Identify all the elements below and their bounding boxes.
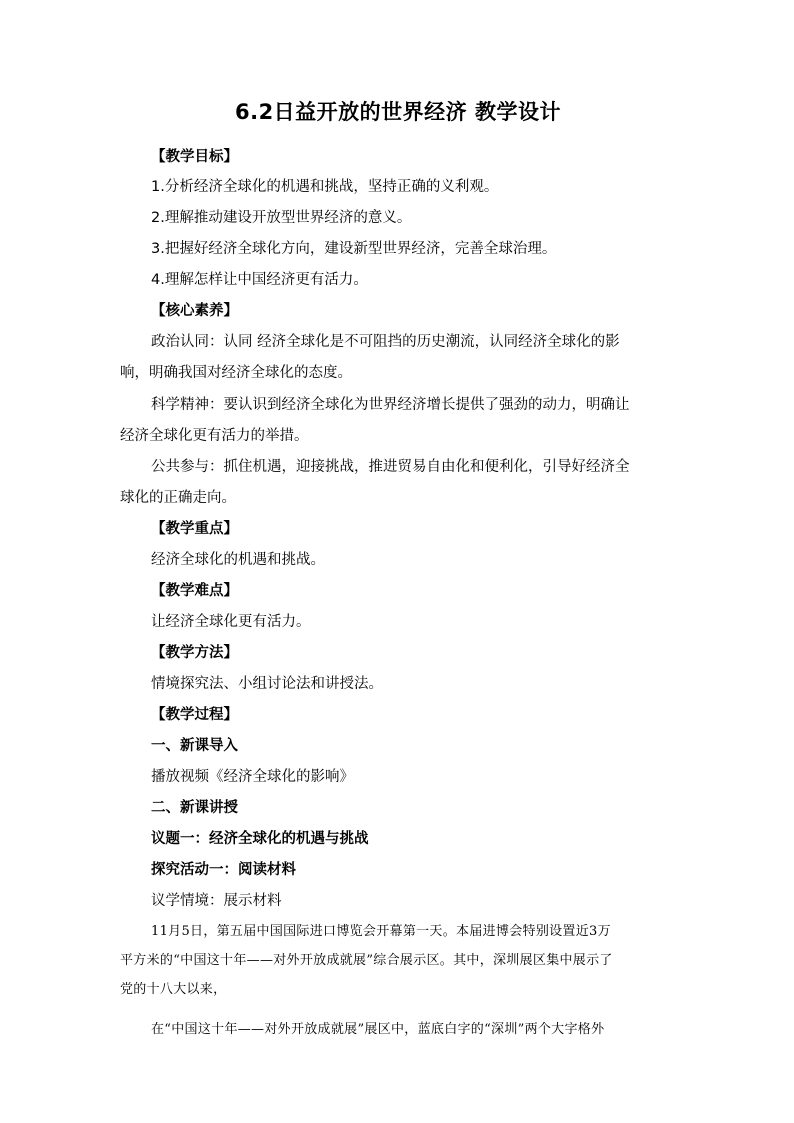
keypoint-heading: 【教学重点】	[151, 521, 238, 537]
material-paragraph-line: 11月5日，第五届中国国际进口博览会开幕第一天。本届进博会特别设置近3万	[151, 924, 611, 939]
objectives-heading: 【教学目标】	[151, 149, 238, 165]
objective-item: 3.把握好经济全球化方向，建设新型世界经济，完善全球治理。	[151, 241, 557, 257]
method-text: 情境探究法、小组讨论法和讲授法。	[151, 676, 383, 692]
intro-text: 播放视频《经济全球化的影响》	[151, 769, 354, 785]
literacy-paragraph-public-cont: 球化的正确走向。	[120, 490, 236, 506]
literacy-paragraph-public: 公共参与：抓住机遇，迎接挑战，推进贸易自由化和便利化，引导好经济全	[151, 459, 630, 475]
topic-heading: 议题一：经济全球化的机遇与挑战	[151, 831, 369, 847]
literacy-paragraph-political-cont: 响，明确我国对经济全球化的态度。	[120, 365, 352, 381]
process-heading: 【教学过程】	[151, 707, 238, 723]
document-title: 6.2日益开放的世界经济 教学设计	[234, 100, 561, 124]
context-label: 议学情境：展示材料	[151, 893, 282, 909]
material-paragraph-line: 党的十八大以来，	[120, 982, 227, 997]
objective-item: 4.理解怎样让中国经济更有活力。	[151, 272, 368, 288]
literacy-heading: 【核心素养】	[151, 303, 238, 319]
difficulty-heading: 【教学难点】	[151, 583, 238, 599]
lecture-heading: 二、新课讲授	[151, 800, 238, 816]
objective-item: 2.理解推动建设开放型世界经济的意义。	[151, 210, 412, 226]
method-heading: 【教学方法】	[151, 645, 238, 661]
objective-item: 1.分析经济全球化的机遇和挑战，坚持正确的义利观。	[151, 179, 499, 195]
material-paragraph-line: 在“中国这十年——对外开放成就展”展区中，蓝底白字的“深圳”两个大字格外	[151, 1022, 605, 1037]
literacy-paragraph-science-cont: 经济全球化更有活力的举措。	[120, 428, 309, 444]
material-paragraph-line: 平方米的“中国这十年——对外开放成就展”综合展示区。其中，深圳展区集中展示了	[120, 953, 613, 968]
keypoint-text: 经济全球化的机遇和挑战。	[151, 552, 325, 568]
difficulty-text: 让经济全球化更有活力。	[151, 614, 311, 630]
activity-heading: 探究活动一：阅读材料	[151, 862, 296, 878]
literacy-paragraph-science: 科学精神：要认识到经济全球化为世界经济增长提供了强劲的动力，明确让	[151, 397, 630, 413]
intro-heading: 一、新课导入	[151, 738, 238, 754]
literacy-paragraph-political: 政治认同：认同 经济全球化是不可阻挡的历史潮流，认同经济全球化的影	[151, 334, 620, 350]
